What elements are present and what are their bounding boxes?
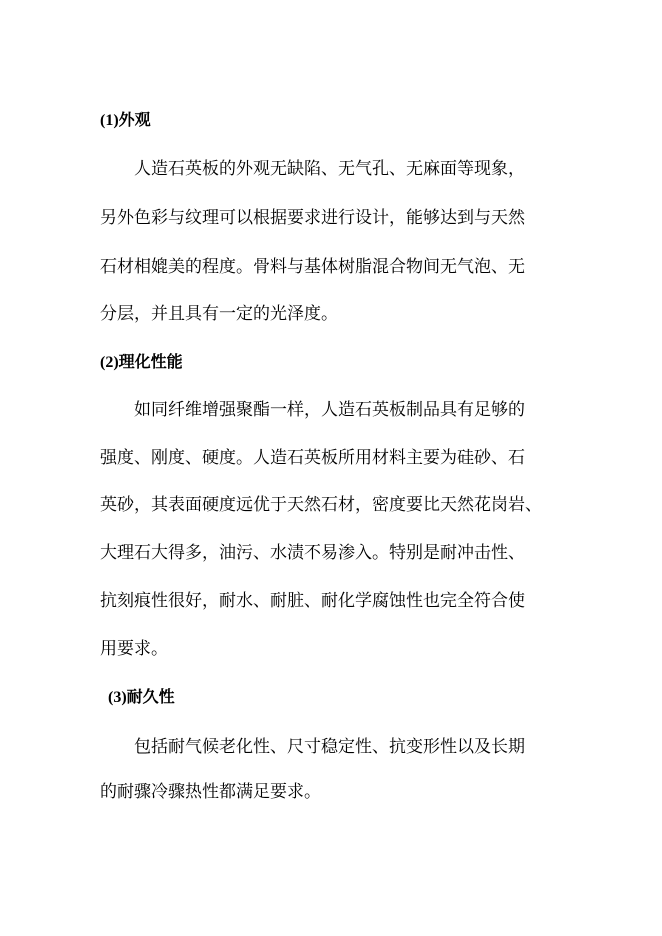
paragraph-line: 的耐骤冷骤热性都满足要求。 <box>100 782 321 802</box>
paragraph-line: 英砂，其表面硬度远优于天然石材，密度要比天然花岗岩、 <box>100 495 542 515</box>
section-title: 理化性能 <box>118 352 183 371</box>
section-heading-appearance <box>100 108 570 133</box>
section-heading-physicochemical <box>100 350 570 375</box>
paragraph-line: 包括耐气候老化性、尺寸稳定性、抗变形性以及长期 <box>134 737 525 757</box>
section-number: (3) <box>108 689 127 706</box>
section-number: (2) <box>100 354 119 371</box>
paragraph-line: 用要求。 <box>100 639 168 659</box>
paragraph-line: 抗刻痕性很好，耐水、耐脏、耐化学腐蚀性也完全符合使 <box>100 591 525 611</box>
section-title: 外观 <box>118 110 151 129</box>
paragraph-line: 如同纤维增强聚酯一样，人造石英板制品具有足够的 <box>134 400 525 420</box>
paragraph-line: 大理石大得多，油污、水渍不易渗入。特别是耐冲击性、 <box>100 543 525 563</box>
paragraph-line: 强度、刚度、硬度。人造石英板所用材料主要为硅砂、石 <box>100 448 525 468</box>
section-heading-durability <box>108 685 578 710</box>
paragraph-line: 分层，并且具有一定的光泽度。 <box>100 304 338 324</box>
section-title: 耐久性 <box>126 687 175 706</box>
paragraph-line: 人造石英板的外观无缺陷、无气孔、无麻面等现象， <box>134 159 525 179</box>
paragraph-line: 另外色彩与纹理可以根据要求进行设计，能够达到与天然 <box>100 208 525 228</box>
section-number: (1) <box>100 112 119 129</box>
paragraph-line: 石材相媲美的程度。骨料与基体树脂混合物间无气泡、无 <box>100 257 525 277</box>
